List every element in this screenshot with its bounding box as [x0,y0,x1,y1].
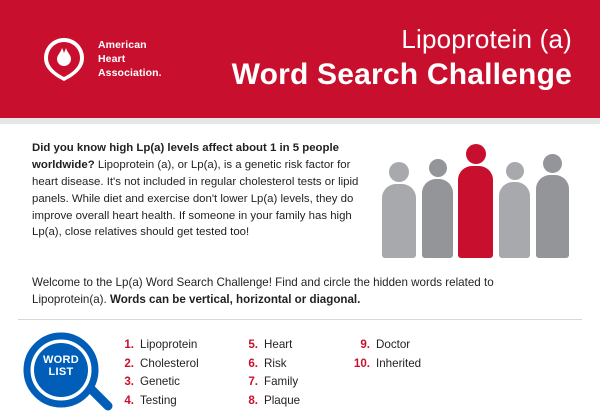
list-item [114,392,238,411]
word-number: 3. [124,375,134,389]
word-label: Heart [264,337,293,351]
word-number: 4. [124,394,134,408]
aha-heart-torch-icon [40,35,88,83]
logo-line-2: Heart [98,52,126,65]
list-item [238,373,348,392]
title-line-1: Lipoprotein (a) [401,24,572,55]
word-number: 9. [360,337,370,351]
intro-paragraph [32,140,362,264]
welcome-text [0,264,600,319]
list-item [348,355,468,374]
intro-body: Lipoprotein (a), or Lp(a), is a genetic risk factor for heart disease. It's not included in regular cholesterol tests or lipid panels. While diet and exercise don't lower Lp(a) levels, they do improve overall heart health. If someone in your family has high Lp(a), close relatives should get tested too! [32,158,359,239]
list-item [348,336,468,355]
word-number: 2. [124,356,134,370]
word-list-columns [114,332,580,411]
person-silhouette-2 [422,159,453,258]
person-silhouette-4 [499,162,530,258]
title-line-2: Word Search Challenge [231,57,572,91]
word-number: 10. [353,356,370,370]
word-list-section [0,320,600,412]
word-number: 6. [248,356,258,370]
word-number: 8. [248,394,258,408]
badge-label-line-2: LIST [48,366,74,379]
word-label: Lipoprotein [140,337,198,351]
list-item [238,392,348,411]
welcome-body: Welcome to the Lp(a) Word Search Challenge! Find and circle the hidden words related to Lipoprotein(a). [32,276,494,307]
word-number: 7. [248,375,258,389]
word-label: Inherited [376,356,422,370]
word-label: Plaque [264,394,301,408]
header-banner [0,0,600,118]
badge-label-line-1: WORD [42,353,80,366]
person-silhouette-1 [382,162,416,258]
aha-logo [40,35,162,83]
word-label: Cholesterol [140,356,199,370]
aha-logo-text [98,38,162,81]
word-label: Doctor [376,337,411,351]
welcome-emphasis: Words can be vertical, horizontal or diagonal. [109,293,361,307]
intro-lead: Did you know high Lp(a) levels affect about 1 in 5 people worldwide? [32,142,339,171]
list-item [114,373,238,392]
person-silhouette-highlighted [458,144,493,258]
word-number: 5. [248,337,258,351]
word-label: Genetic [140,375,180,389]
header-title [162,25,578,93]
logo-line-3: Association. [98,67,162,80]
person-silhouette-5 [536,154,569,258]
word-number: 1. [124,337,134,351]
word-label: Family [264,375,299,389]
intro-section [0,124,600,264]
group-of-people-silhouettes [374,140,578,258]
word-label: Testing [140,394,177,408]
list-item [114,336,238,355]
list-item [238,355,348,374]
list-item [114,355,238,374]
list-item [238,336,348,355]
word-label: Risk [264,356,287,370]
logo-line-1: American [98,38,147,51]
